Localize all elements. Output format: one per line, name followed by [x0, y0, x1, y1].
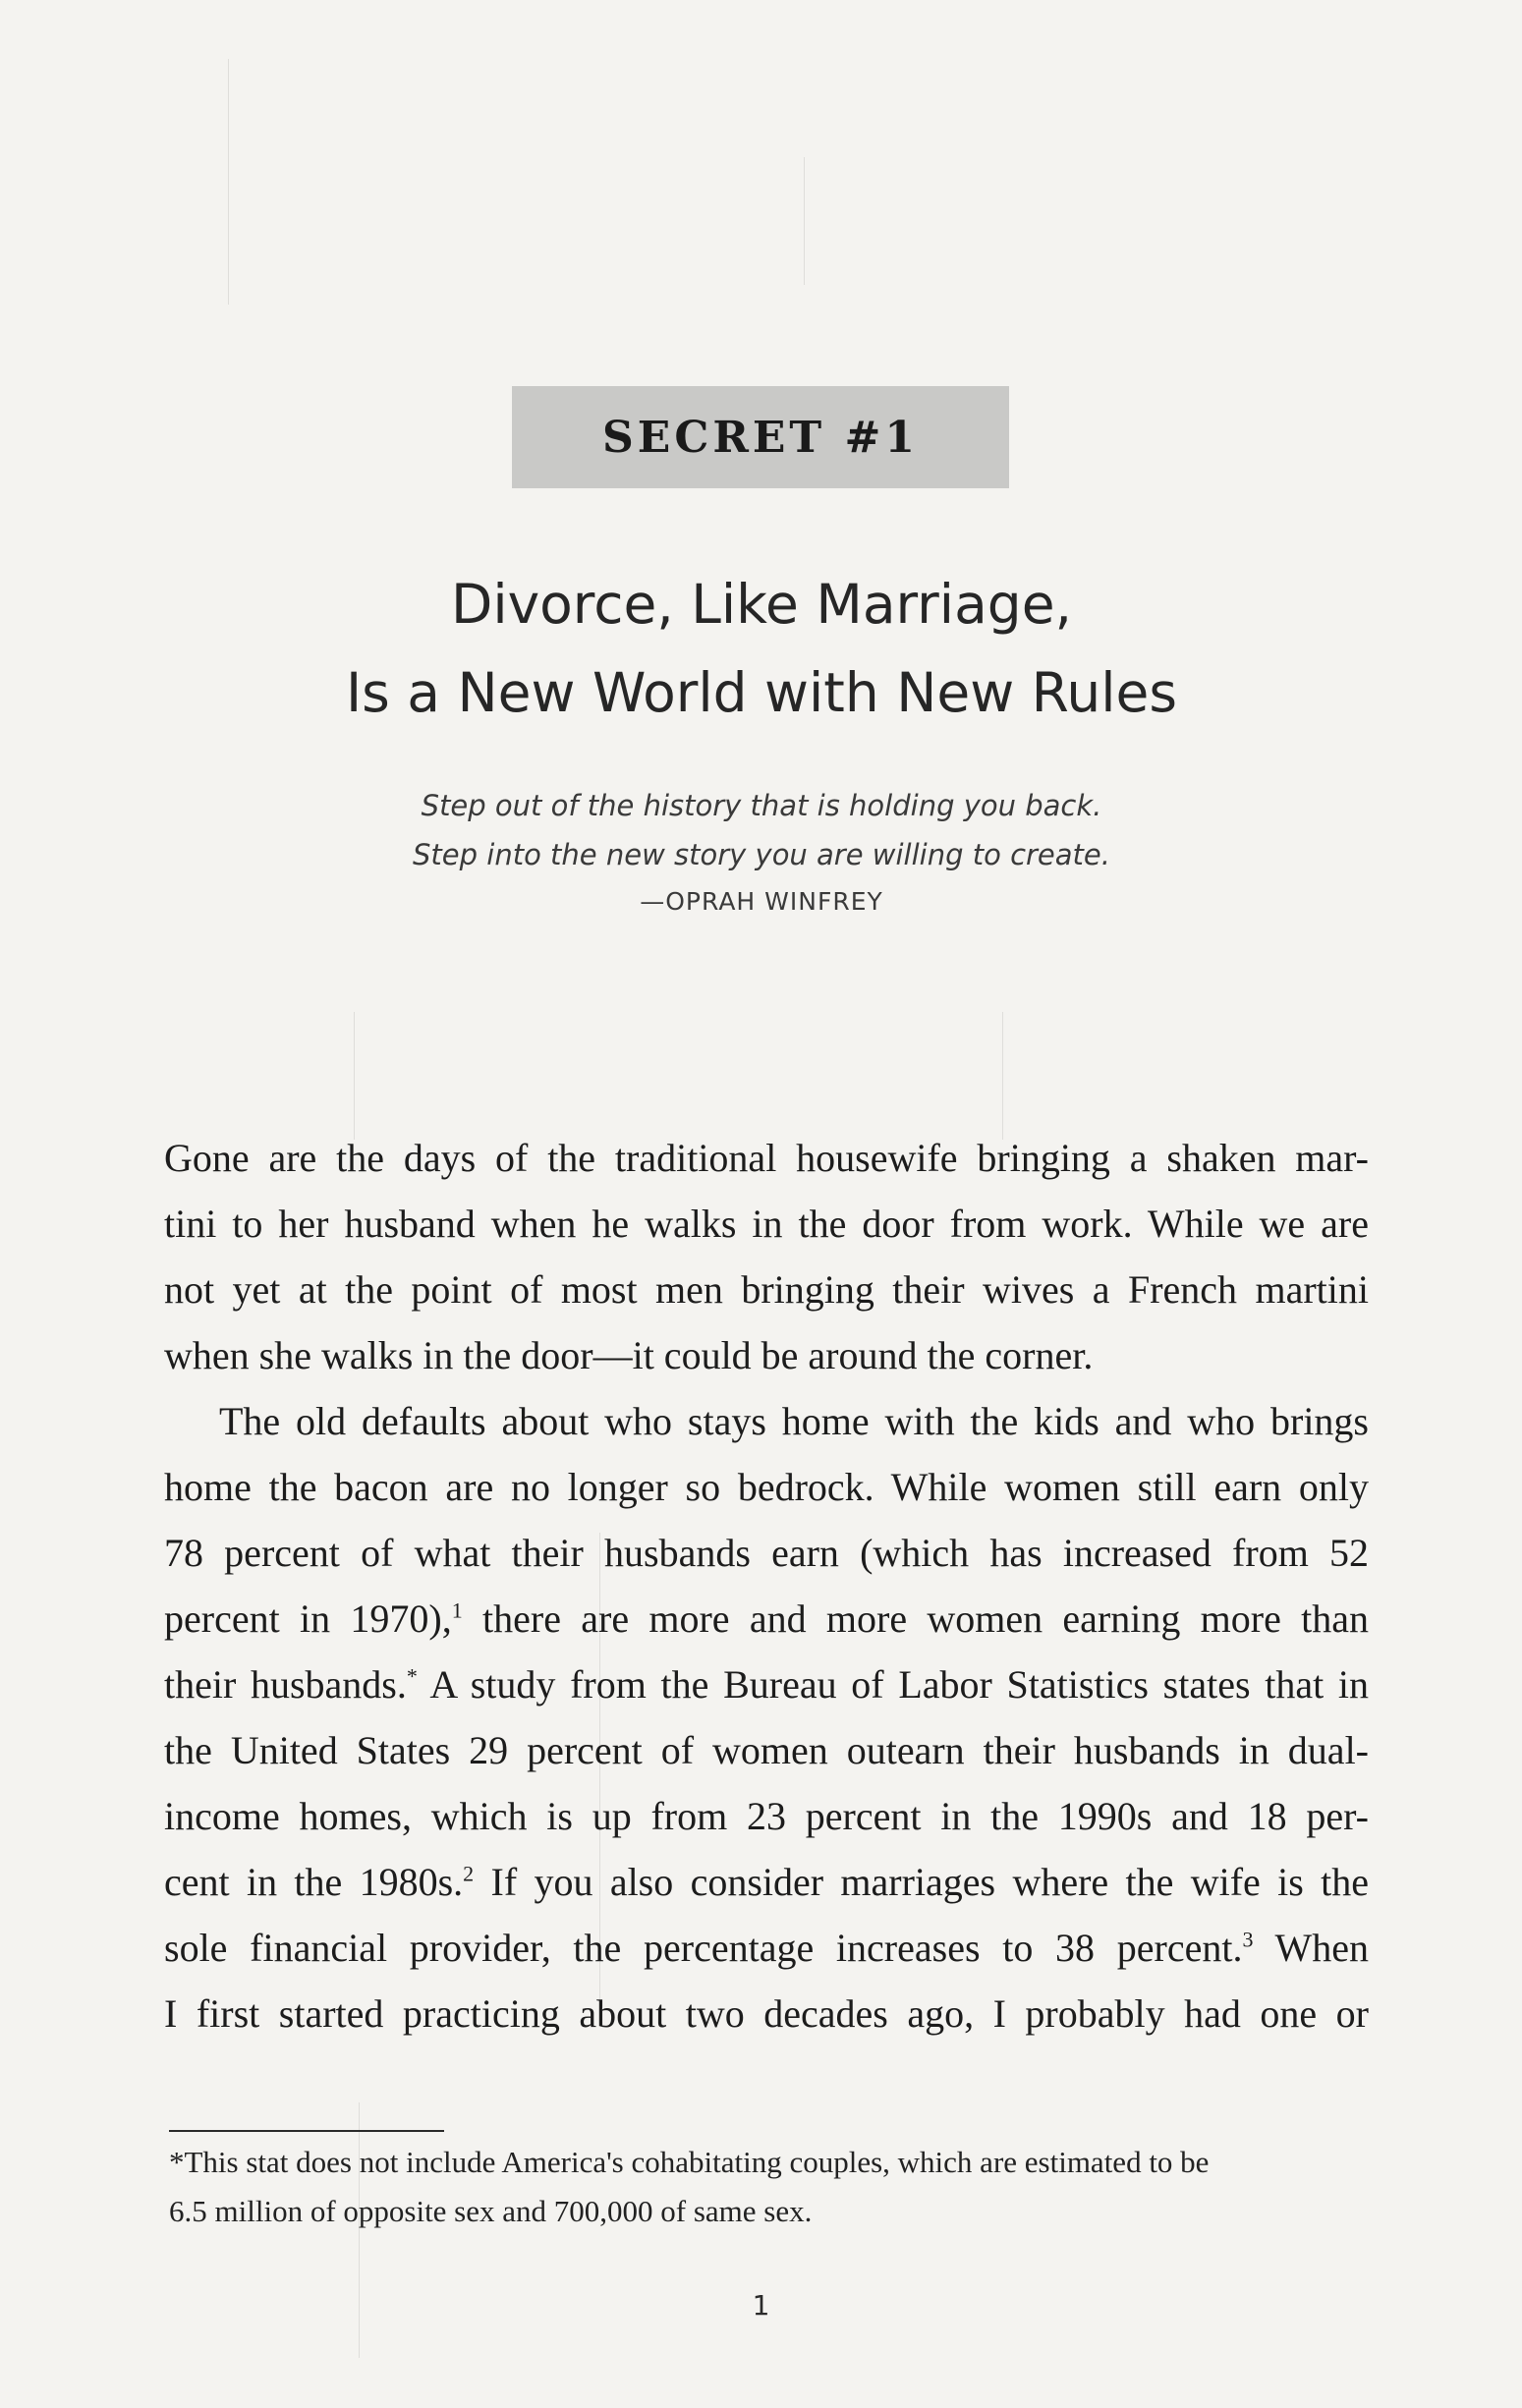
body-text-segment: sole financial provider, the percentage increases to 38 percent.	[164, 1926, 1243, 1970]
footnote-divider	[169, 2130, 444, 2132]
footnote-line: 6.5 million of opposite sex and 700,000 of same sex.	[169, 2194, 813, 2228]
body-line: Gone are the days of the traditional housewife bringing a shaken mar-	[164, 1136, 1369, 1180]
footnote-ref: 2	[463, 1861, 475, 1886]
body-line	[164, 1652, 1369, 1717]
body-text-segment: there are more and more women earning more than	[462, 1596, 1369, 1641]
epigraph-line: Step into the new story you are willing to create.	[413, 838, 1110, 871]
scan-artifact	[804, 157, 805, 285]
scan-artifact	[228, 59, 229, 305]
footnote-ref: 1	[451, 1597, 463, 1623]
body-text-segment: cent in the 1980s.	[164, 1860, 464, 1904]
epigraph	[197, 781, 1326, 879]
page-number: 1	[752, 2289, 770, 2322]
epigraph-attribution: —OPRAH WINFREY	[640, 887, 883, 916]
body-line: income homes, which is up from 23 percent in the 1990s and 18 per-	[164, 1794, 1369, 1838]
body-line: home the bacon are no longer so bedrock. While women still earn only	[164, 1465, 1369, 1509]
scan-artifact	[1002, 1012, 1003, 1140]
body-line: 78 percent of what their husbands earn (which has increased from 52	[164, 1531, 1369, 1575]
chapter-title	[197, 560, 1326, 737]
body-line	[164, 1586, 1369, 1652]
chapter-title-line: Divorce, Like Marriage,	[450, 573, 1073, 636]
chapter-title-line: Is a New World with New Rules	[345, 661, 1178, 724]
footnote-ref: 3	[1242, 1927, 1254, 1952]
body-line: the United States 29 percent of women outearn their husbands in dual-	[164, 1728, 1369, 1772]
body-line	[164, 1849, 1369, 1915]
chapter-label	[512, 386, 1009, 488]
body-line: I first started practicing about two decades ago, I probably had one or	[164, 1991, 1369, 2036]
body-text-segment: percent in 1970),	[164, 1596, 452, 1641]
body-line	[164, 1915, 1369, 1981]
chapter-label-text: SECRET #1	[602, 412, 919, 463]
epigraph-line: Step out of the history that is holding you back.	[421, 789, 1102, 822]
body-text-segment: When	[1253, 1926, 1369, 1970]
scan-artifact	[354, 1012, 355, 1140]
footnote-line: *This stat does not include America's cohabitating couples, which are estimated to be	[169, 2145, 1210, 2179]
body-text-segment: A study from the Bureau of Labor Statistics states that in	[417, 1662, 1370, 1707]
body-text	[164, 1125, 1369, 2046]
footnote-ref: *	[406, 1663, 418, 1689]
body-text-segment: their husbands.	[164, 1662, 407, 1707]
body-line: not yet at the point of most men bringing their wives a French martini	[164, 1267, 1369, 1312]
footnote	[169, 2138, 1374, 2236]
body-line: tini to her husband when he walks in the door from work. While we are	[164, 1202, 1369, 1246]
body-text-segment: If you also consider marriages where the wife is the	[474, 1860, 1369, 1904]
body-line: The old defaults about who stays home with the kids and who brings	[219, 1399, 1369, 1443]
body-line: when she walks in the door—it could be around the corner.	[164, 1333, 1094, 1377]
